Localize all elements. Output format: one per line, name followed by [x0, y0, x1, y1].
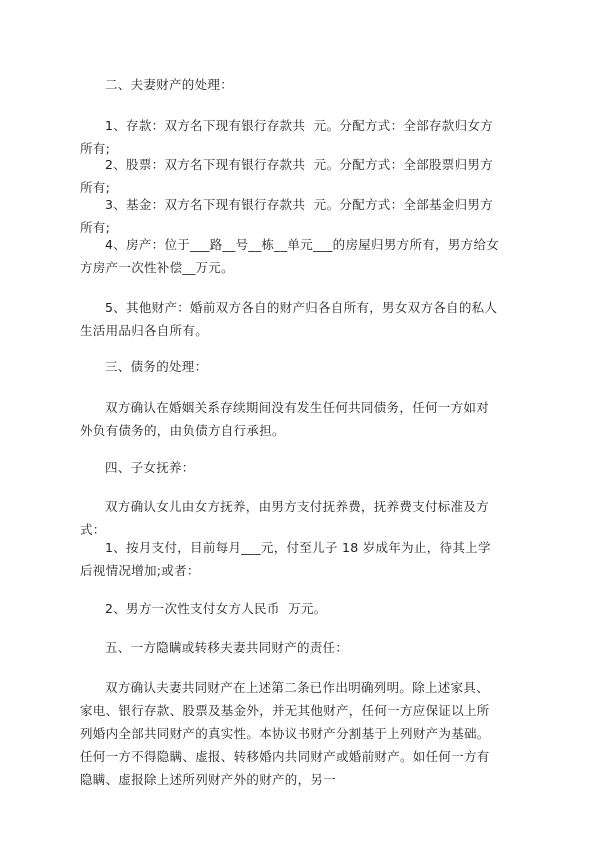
section-5-heading: 五、一方隐瞒或转移夫妻共同财产的责任：: [105, 640, 349, 655]
section-2-heading: 二、夫妻财产的处理：: [105, 77, 234, 92]
property-item-real-estate: 4、房产：位于___路__号__栋__单元___的房屋归男方所有，男方给女方房产一次性补偿__万元。: [80, 237, 500, 275]
debt-paragraph: 双方确认在婚姻关系存续期间没有发生任何共同债务，任何一方如对外负有债务的，由负债方自行承担。: [80, 400, 490, 438]
child-support-item-monthly: 1、按月支付，目前每月___元，付至儿子 18 岁成年为止，待其上学后视情况增加;或者：: [80, 540, 491, 578]
property-item-stocks: 2、股票：双方名下现有银行存款共 元。分配方式：全部股票归男方所有;: [80, 157, 494, 195]
section-3-heading: 三、债务的处理：: [105, 359, 208, 374]
child-support-paragraph: 双方确认女儿由女方抚养，由男方支付抚养费，抚养费支付标准及方式：: [80, 499, 490, 537]
property-item-deposit: 1、存款：双方名下现有银行存款共 元。分配方式：全部存款归女方所有;: [80, 118, 494, 156]
property-item-funds: 3、基金：双方名下现有银行存款共 元。分配方式：全部基金归男方所有;: [80, 197, 494, 235]
section-4-heading: 四、子女抚养：: [105, 460, 195, 475]
property-item-other: 5、其他财产：婚前双方各自的财产归各自所有，男女双方各自的私人生活用品归各自所有。: [80, 300, 498, 338]
child-support-item-lump-sum: 2、男方一次性支付女方人民币 万元。: [105, 601, 327, 616]
liability-paragraph: 双方确认夫妻共同财产在上述第二条已作出明确列明。除上述家具、家电、银行存款、股票及基金外，并无其他财产，任何一方应保证以上所列婚内全部共同财产的真实性。本协议书财产分割基于上列财产为基础。任何一方不得隐瞒、虚报、转移婚内共同财产或婚前财产。如任何一方有隐瞒、虚报除上述所列财产外的财产的，另一: [80, 680, 490, 787]
